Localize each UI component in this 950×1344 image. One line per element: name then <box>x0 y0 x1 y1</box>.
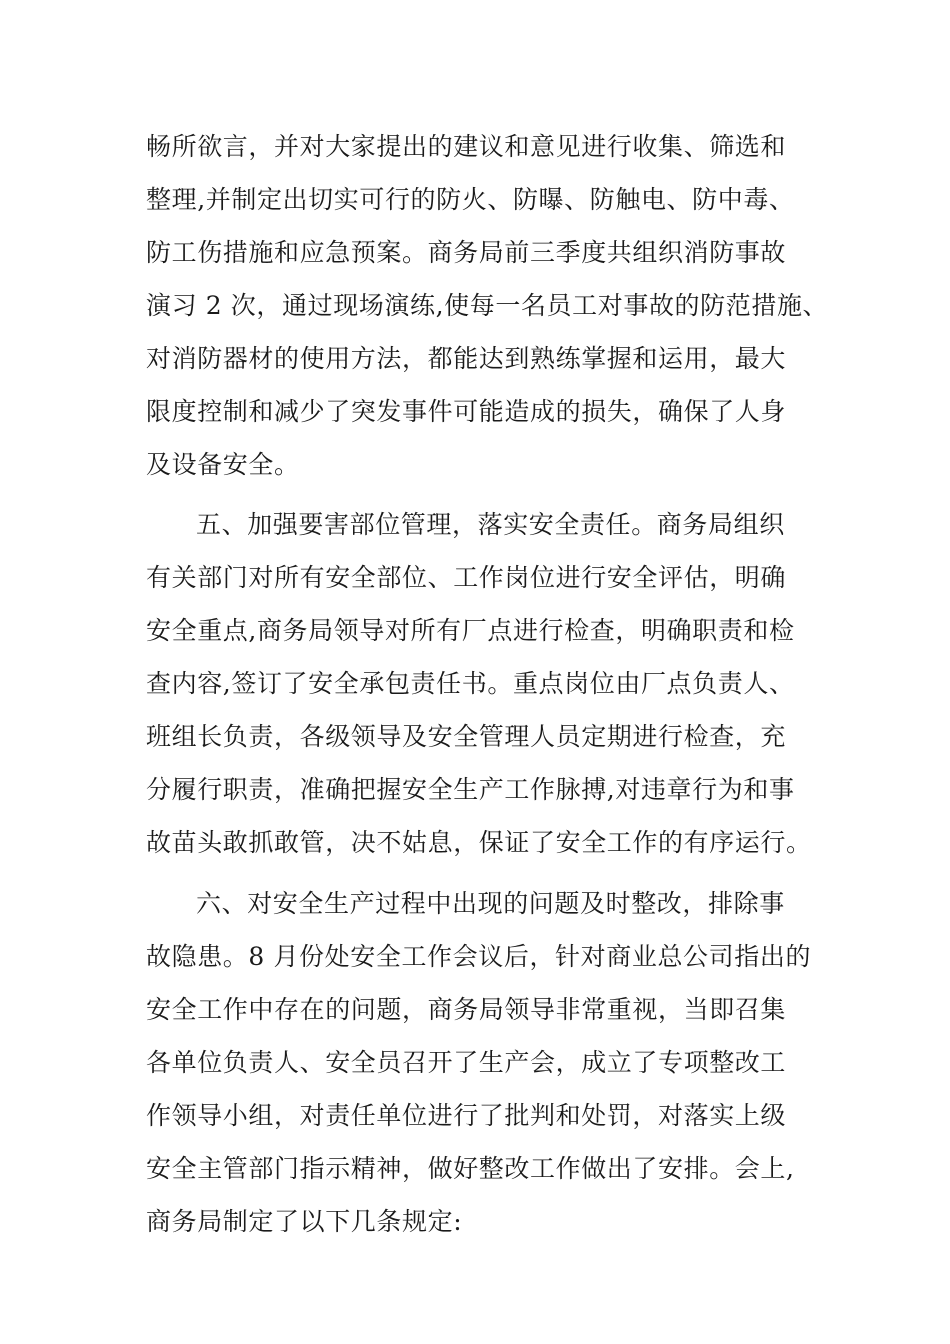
paragraph-1-line-4: 演习 2 次，通过现场演练,使每一名员工对事故的防范措施、 <box>146 291 829 320</box>
paragraph-1-line-3: 防工伤措施和应急预案。商务局前三季度共组织消防事故 <box>146 238 787 267</box>
paragraph-3-line-3: 安全工作中存在的问题，商务局领导非常重视，当即召集 <box>146 995 787 1024</box>
paragraph-2-line-1: 五、加强要害部位管理，落实安全责任。商务局组织 <box>196 510 785 539</box>
paragraph-2-line-7: 故苗头敢抓敢管，决不姑息，保证了安全工作的有序运行。 <box>146 828 812 857</box>
paragraph-1-line-1: 畅所欲言，并对大家提出的建议和意见进行收集、筛选和 <box>146 132 787 161</box>
paragraph-1-line-2: 整理,并制定出切实可行的防火、防曝、防触电、防中毒、 <box>146 185 795 214</box>
paragraph-3-line-1: 六、对安全生产过程中出现的问题及时整改，排除事 <box>196 889 785 918</box>
paragraph-3-line-4: 各单位负责人、安全员召开了生产会，成立了专项整改工 <box>146 1048 787 1077</box>
paragraph-1-line-5: 对消防器材的使用方法，都能达到熟练掌握和运用，最大 <box>146 344 787 373</box>
paragraph-2-line-5: 班组长负责，各级领导及安全管理人员定期进行检查，充 <box>146 722 787 751</box>
paragraph-2-line-4: 查内容,签订了安全承包责任书。重点岗位由厂点负责人、 <box>146 669 795 698</box>
paragraph-3-line-7: 商务局制定了以下几条规定: <box>146 1207 463 1236</box>
paragraph-3-line-2: 故隐患。8 月份处安全工作会议后，针对商业总公司指出的 <box>146 942 812 971</box>
paragraph-3-line-6: 安全主管部门指示精神，做好整改工作做出了安排。会上, <box>146 1154 795 1183</box>
paragraph-2-line-6: 分履行职责，准确把握安全生产工作脉搏,对违章行为和事 <box>146 775 795 804</box>
paragraph-1-line-7: 及设备安全。 <box>146 450 300 479</box>
paragraph-1-line-6: 限度控制和减少了突发事件可能造成的损失，确保了人身 <box>146 397 787 426</box>
paragraph-2-line-2: 有关部门对所有安全部位、工作岗位进行安全评估，明确 <box>146 563 787 592</box>
paragraph-3-line-5: 作领导小组，对责任单位进行了批判和处罚，对落实上级 <box>146 1101 787 1130</box>
paragraph-2-line-3: 安全重点,商务局领导对所有厂点进行检查，明确职责和检 <box>146 616 795 645</box>
